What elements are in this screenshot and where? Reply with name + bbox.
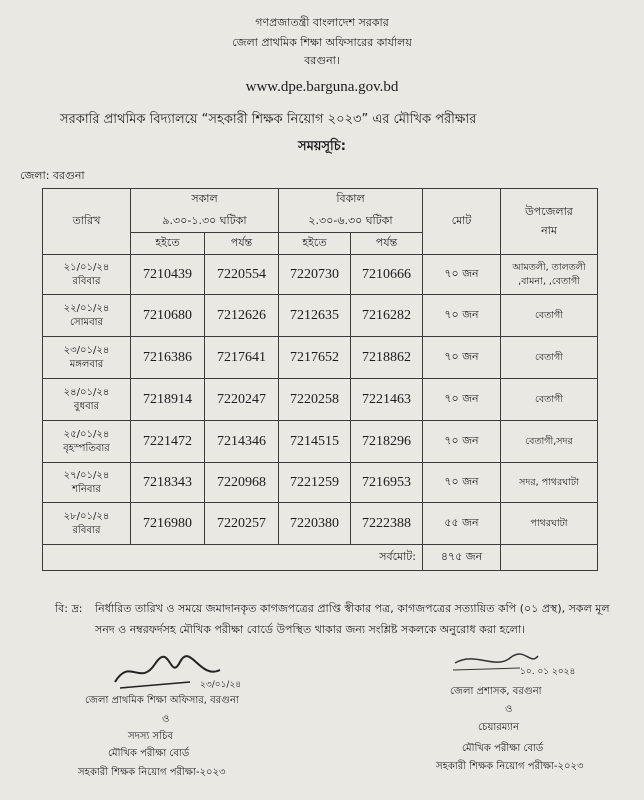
grand-total-empty [501,545,598,571]
table-row [43,463,598,503]
schedule-table [42,188,598,571]
row-date: ২৮/০১/২৪ [63,510,110,522]
header-afternoon-time: ২.৩০-৬.৩০ ঘটিকা [279,211,423,233]
row-day: সোমবার [69,316,104,328]
row-morning-to: 7220247 [205,379,279,421]
header-morning-time: ৯.৩০-১.৩০ ঘটিকা [131,211,279,233]
row-morning-to: 7220257 [205,503,279,545]
note-label: বি: দ্র: [55,602,83,615]
row-total: ৭০ জন [423,295,501,337]
header-morning: সকাল [131,189,279,211]
row-upazila-cell [501,255,598,295]
row-date-cell [43,379,131,421]
row-date-cell [43,295,131,337]
row-morning-from: 7210439 [131,255,205,295]
row-morning-from: 7210680 [131,295,205,337]
row-afternoon-to: 7218862 [351,337,423,379]
row-afternoon-from: 7214515 [279,421,351,463]
row-date-cell [43,503,131,545]
header-morning-from: হইতে [131,233,205,255]
row-upazila: বেতাগী [501,337,598,379]
right-signatory-board: মৌখিক পরীক্ষা বোর্ড [462,743,544,754]
row-morning-from: 7216980 [131,503,205,545]
row-morning-from: 7216386 [131,337,205,379]
row-afternoon-from: 7212635 [279,295,351,337]
row-upazila: আমতলী, তালতলী [512,261,586,273]
row-afternoon-to: 7218296 [351,421,423,463]
header-location: বরগুনা। [304,54,340,67]
left-signatory-exam: সহকারী শিক্ষক নিয়োগ পরীক্ষা-২০২৩ [78,767,226,778]
document-title: সরকারি প্রাথমিক বিদ্যালয়ে “সহকারী শিক্ষক নিয়োগ ২০২৩” এর মৌখিক পরীক্ষার [60,112,477,127]
header-date: তারিখ [43,189,131,255]
left-signatory-and: ও [162,714,170,725]
row-morning-from: 7221472 [131,421,205,463]
row-morning-to: 7214346 [205,421,279,463]
row-upazila: বেতাগী [501,379,598,421]
left-signatory-title: জেলা প্রাথমিক শিক্ষা অফিসার, বরগুনা [85,695,239,706]
row-upazila: বেতাগী [501,295,598,337]
row-day: বুধবার [73,400,100,412]
header-afternoon-to: পর্যন্ত [351,233,423,255]
right-signatory-and: ও [505,704,513,715]
right-signature-date: ১০. ০১ ২০২৪ [520,667,576,677]
grand-total-label: সর্বমোট: [43,545,423,571]
right-signatory-exam: সহকারী শিক্ষক নিয়োগ পরীক্ষা-২০২৩ [436,761,584,772]
row-morning-from: 7218914 [131,379,205,421]
table-row [43,255,598,295]
row-afternoon-from: 7217652 [279,337,351,379]
row-day: মঙ্গলবার [69,358,104,370]
note-text: নির্ধারিত তারিখ ও সময়ে জমাদানকৃত কাগজপত্রের প্রাপ্তি স্বীকার পত্র, কাগজপত্রের সত্যায়িত কপি (০১ প্রস্থ), সকল মূল সনদ ও নম্বরফর্দসহ মৌখিক পরীক্ষা বোর্ডে উপস্থিত থাকার জন্য সংশ্লিষ্ট সকলকে অনুরোধ করা হলো। [95,602,610,636]
row-date-cell [43,463,131,503]
row-day: রবিবার [72,275,101,287]
row-date-cell [43,255,131,295]
row-afternoon-to: 7222388 [351,503,423,545]
row-day: বৃহস্পতিবার [63,442,110,454]
right-signatory-role: চেয়ারম্যান [478,722,520,733]
row-afternoon-to: 7221463 [351,379,423,421]
row-morning-to: 7220968 [205,463,279,503]
row-total: ৭০ জন [423,421,501,463]
row-total: ৭০ জন [423,255,501,295]
grand-total-value: ৪৭৫ জন [423,545,501,571]
header-upazila [501,189,598,255]
row-date: ২৪/০১/২৪ [63,386,110,398]
header-total: মোট [423,189,501,255]
row-date: ২৩/০১/২৪ [63,344,110,356]
row-date-cell [43,337,131,379]
row-afternoon-to: 7216953 [351,463,423,503]
row-date: ২৫/০১/২৪ [63,428,110,440]
table-row [43,379,598,421]
row-day: শনিবার [72,483,101,495]
row-upazila: সদর, পাথরঘাটা [501,463,598,503]
row-date: ২৭/০১/২৪ [63,469,110,481]
left-signatory-role: সদস্য সচিব [128,731,173,742]
row-afternoon-from: 7221259 [279,463,351,503]
row-upazila: পাথরঘাটা [501,503,598,545]
row-date: ২২/০১/২৪ [63,302,110,314]
grand-total-row [43,545,598,571]
row-morning-from: 7218343 [131,463,205,503]
row-upazila-2: ,বামনা, ,বেতাগী [518,275,580,287]
row-date: ২১/০১/২৪ [63,261,110,273]
document-subtitle: সময়সূচি: [298,139,346,154]
left-signatory-board: মৌখিক পরীক্ষা বোর্ড [108,748,190,759]
row-upazila: বেতাগী,সদর [501,421,598,463]
row-morning-to: 7217641 [205,337,279,379]
header-government: গণপ্রজাতন্ত্রী বাংলাদেশ সরকার [255,16,389,29]
table-row [43,295,598,337]
table-row [43,503,598,545]
header-upazila-line2: নাম [541,223,557,237]
row-morning-to: 7212626 [205,295,279,337]
district-label: জেলা: বরগুনা [20,169,85,182]
row-total: ৭০ জন [423,337,501,379]
row-total: ৫৫ জন [423,503,501,545]
header-website: www.dpe.barguna.gov.bd [245,79,399,95]
row-date-cell [43,421,131,463]
row-afternoon-from: 7220258 [279,379,351,421]
left-signature-date: ২৩/০১/২৪ [200,680,242,690]
row-afternoon-from: 7220380 [279,503,351,545]
header-upazila-line1: উপজেলার [525,204,573,218]
row-afternoon-to: 7216282 [351,295,423,337]
row-total: ৭০ জন [423,379,501,421]
table-row [43,337,598,379]
header-afternoon: বিকাল [279,189,423,211]
row-day: রবিবার [72,524,101,536]
row-morning-to: 7220554 [205,255,279,295]
table-row [43,421,598,463]
header-afternoon-from: হইতে [279,233,351,255]
header-office: জেলা প্রাথমিক শিক্ষা অফিসারের কার্যালয় [232,36,412,49]
header-morning-to: পর্যন্ত [205,233,279,255]
row-afternoon-to: 7210666 [351,255,423,295]
row-total: ৭০ জন [423,463,501,503]
right-signatory-title: জেলা প্রশাসক, বরগুনা [450,686,542,697]
row-afternoon-from: 7220730 [279,255,351,295]
